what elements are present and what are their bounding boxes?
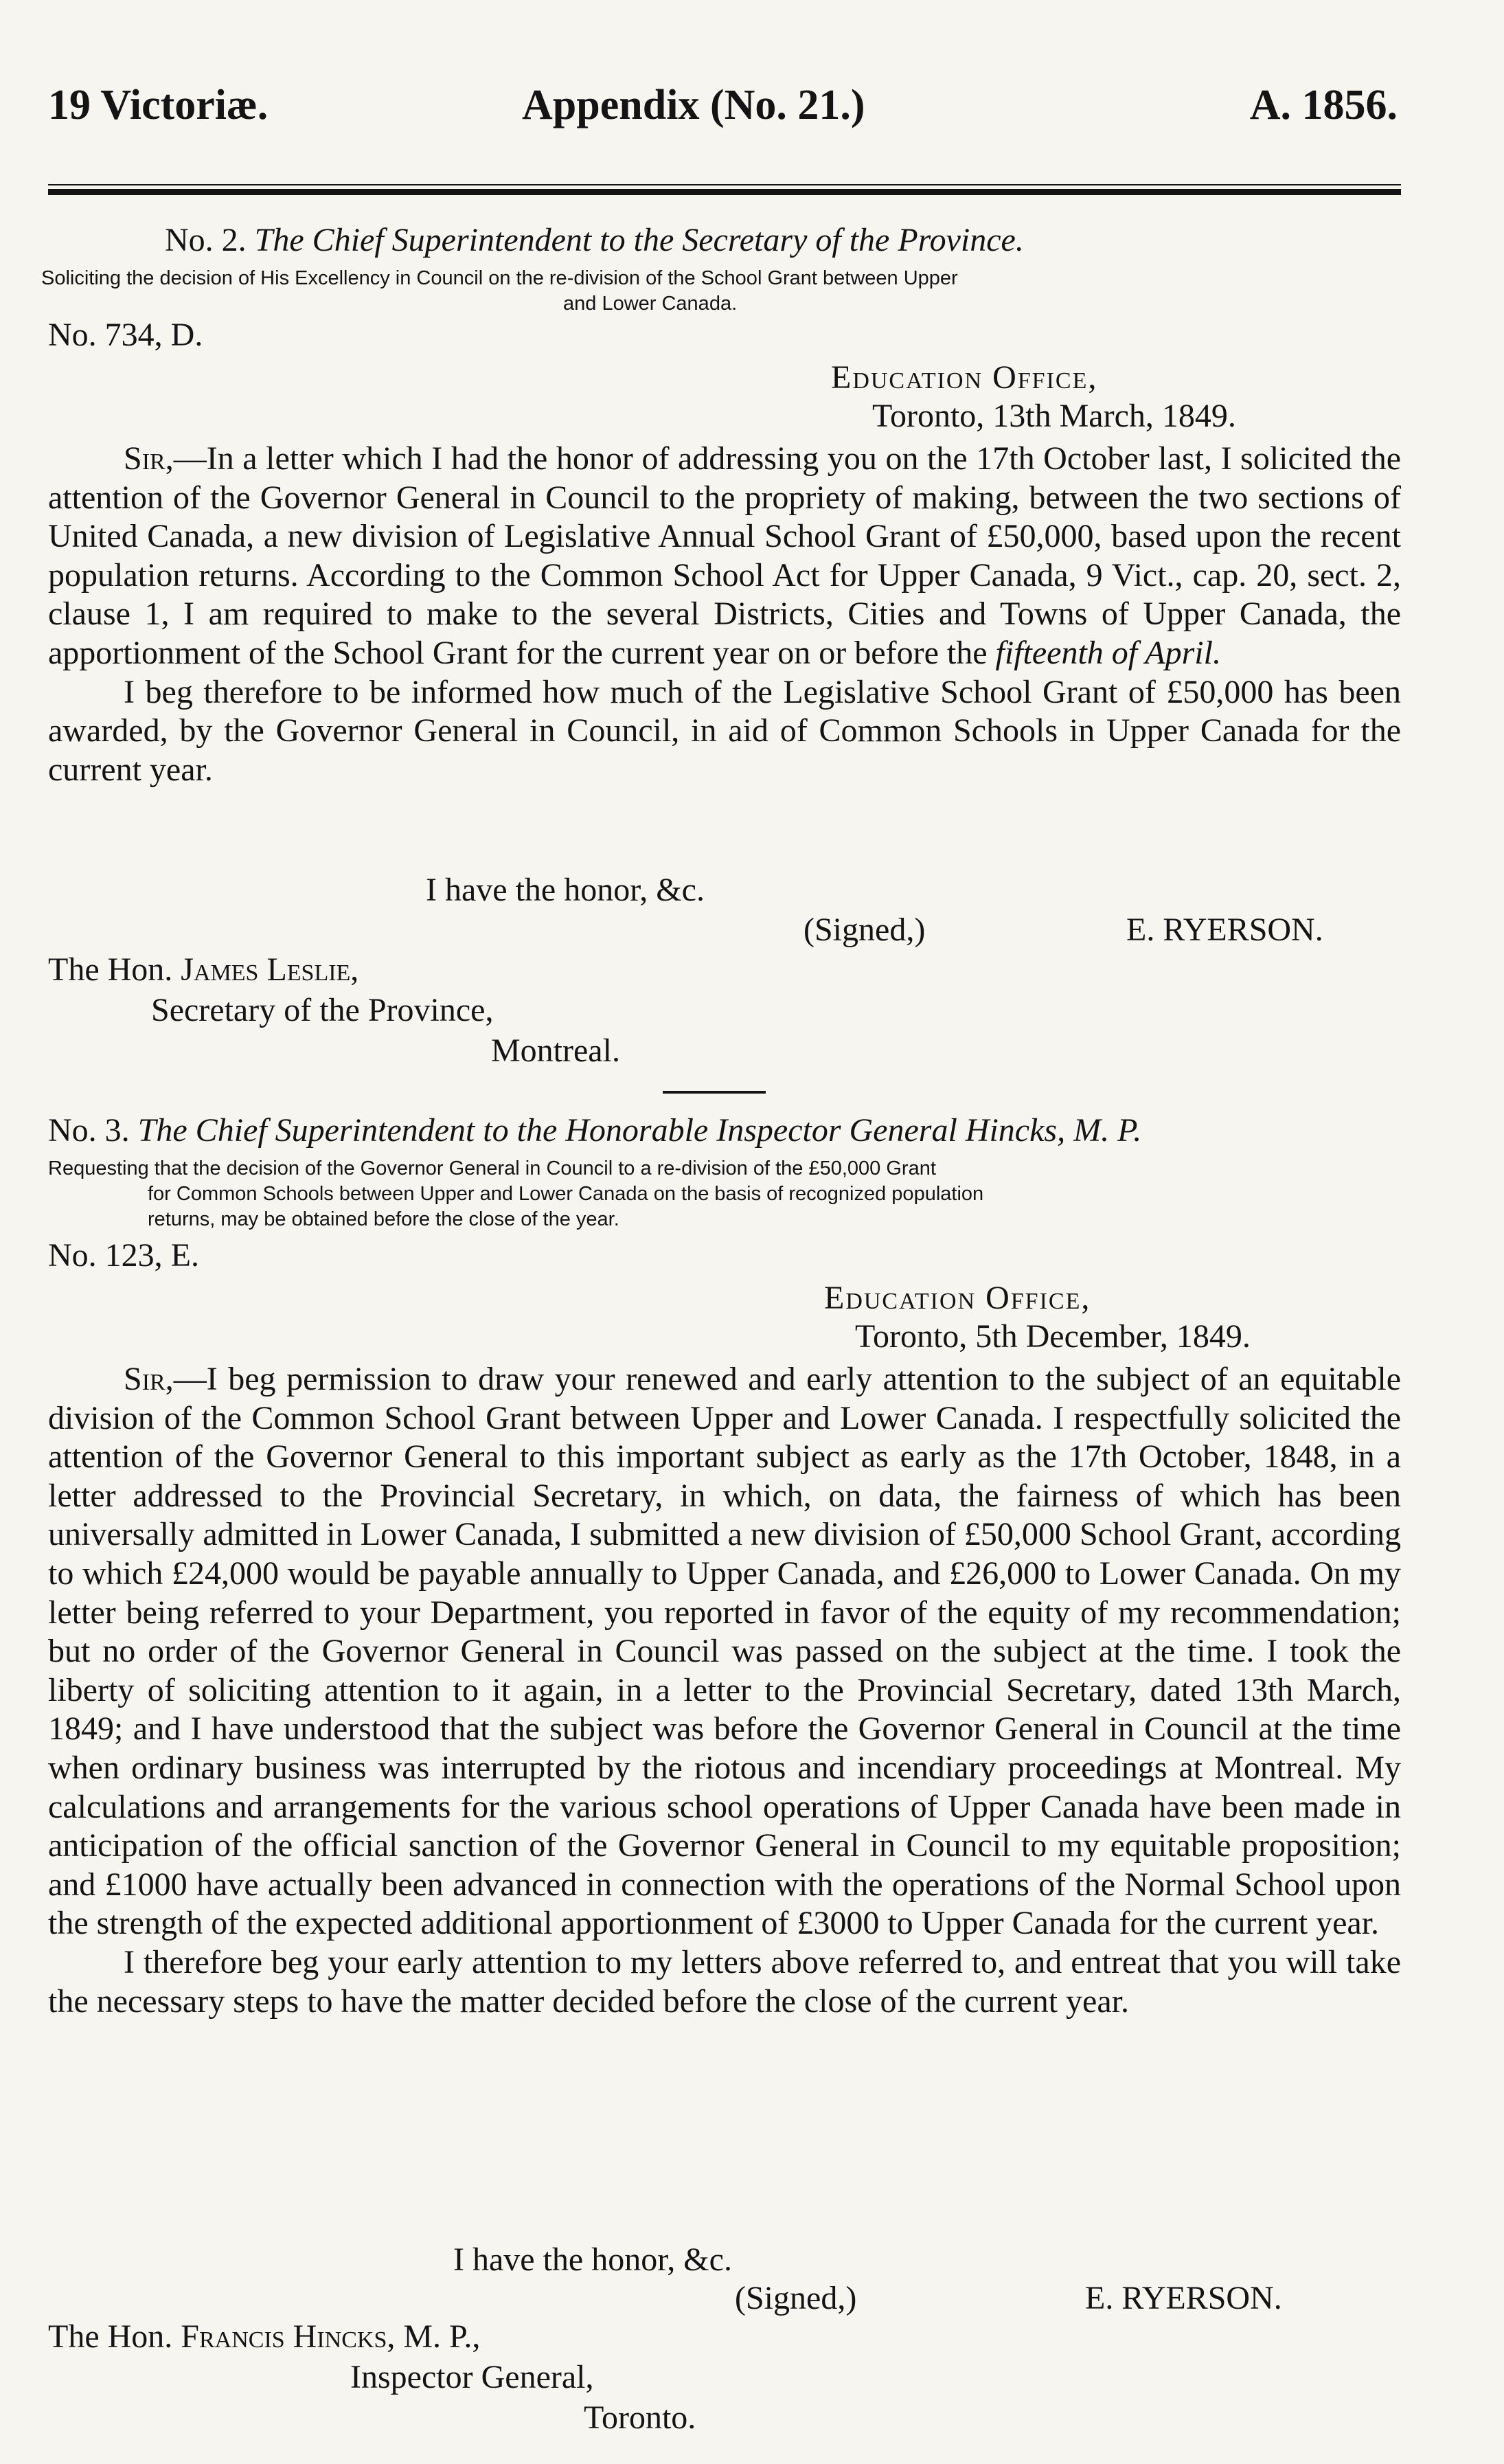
running-header	[41, 81, 1401, 143]
letter2-paragraph-2: I beg therefore to be informed how much of the Legislative School Grant of £50,000 has been awarded, by the Governor General in Council, in aid of Common Schools in Upper Canada for the current year.	[48, 673, 1401, 788]
letter2-office: Education Office,	[831, 359, 1098, 396]
letter3-summary-line1: Requesting that the decision of the Governor General in Council to a re-division of the £50,000 Grant	[48, 1157, 936, 1179]
letter2-addressee-name: James Leslie,	[181, 951, 359, 988]
letter2-addressee	[48, 949, 735, 1071]
letter3-salutation: Sir,	[124, 1361, 174, 1397]
letter2-signed: (Signed,)	[804, 912, 926, 948]
letter3-heading	[48, 1111, 1401, 1149]
letter2-paragraph-1	[48, 440, 1401, 673]
letter2-summary	[41, 266, 1401, 317]
letter2-date: Toronto, 13th March, 1849.	[872, 398, 1236, 434]
letter2-addressee-title: Secretary of the Province,	[151, 992, 494, 1028]
letter3-summary-line3: returns, may be obtained before the close of the year.	[148, 1208, 619, 1230]
letter2-addressee-prefix: The Hon.	[48, 951, 173, 988]
letter2-closing: I have the honor, &c.	[426, 872, 705, 908]
letter3-addressee-title: Inspector General,	[350, 2359, 594, 2395]
letter3-body	[48, 1360, 1401, 2021]
letter2-reference: No. 734, D.	[48, 317, 203, 353]
letter3-paragraph-2: I therefore beg your early attention to my letters above referred to, and entreat that you will take the necessary steps to have the matter decided before the close of the current year.	[48, 1943, 1401, 2020]
letter3-signature: E. RYERSON.	[1085, 2280, 1282, 2316]
header-appendix: Appendix (No. 21.)	[522, 82, 865, 128]
letter3-number: No. 3.	[48, 1112, 130, 1149]
letter3-closing: I have the honor, &c.	[453, 2241, 732, 2278]
letter2-place-date	[831, 359, 1401, 436]
header-rule-thin	[48, 184, 1401, 185]
letter2-addressee-city: Montreal.	[491, 1032, 620, 1069]
header-rule-thick	[48, 189, 1401, 195]
section-divider	[663, 1091, 766, 1094]
letter2-salutation: Sir,	[124, 440, 174, 477]
letter3-para1-text: —I beg permission to draw your renewed and early attention to the subject of an equitable division of the Common School Grant between Upper and Lower Canada. I respectfully solicited the attention of the Governor General to this important subject as early as the 17th October, 1848, in a letter addressed to the Provincial Secretary, in which, on data, the fairness of which has been universally admitted in Lower Canada, I submitted a new division of £50,000 School Grant, according to which £24,000 would be payable annually to Upper Canada, and £26,000 to Lower Canada. On my letter being referred to your Department, you reported in favor of the equity of my recommendation; but no order of the Governor General in Council was passed on the subject at the time. I took the liberty of soliciting attention to it again, in a letter to the Provincial Secretary, dated 13th March, 1849; and I have understood that the subject was before the Governor General in Council at the time when ordinary business was interrupted by the riotous and incendiary proceedings at Montreal. My calculations and arrangements for the various school operations of Upper Canada have been made in anticipation of the official sanction of the Governor General in Council to my equitable proposition; and £1000 have actually been advanced in connection with the operations of the Normal School upon the strength of the expected additional apportionment of £3000 to Upper Canada for the current year.	[48, 1361, 1401, 1942]
letter2-heading	[165, 221, 1401, 259]
letter3-office: Education Office,	[824, 1280, 1091, 1316]
letter3-addressee	[48, 2316, 872, 2438]
letter2-signature: E. RYERSON.	[1126, 912, 1323, 948]
letter3-date: Toronto, 5th December, 1849.	[855, 1318, 1251, 1355]
letter3-summary	[48, 1156, 1401, 1232]
header-session: 19 Victoriæ.	[48, 82, 269, 128]
letter3-signed: (Signed,)	[735, 2280, 857, 2316]
letter2-para1-text: —In a letter which I had the honor of addressing you on the 17th October last, I solicited the attention of the Governor General in Council to the propriety of making, between the two sections of United Canada, a new division of Legislative Annual School Grant of £50,000, based upon the recent population returns. According to the Common School Act for Upper Canada, 9 Vict., cap. 20, sect. 2, clause 1, I am required to make to the several Districts, Cities and Towns of Upper Canada, the apportionment of the School Grant for the current year on or before the	[48, 440, 1401, 671]
letter3-addressee-name: Francis Hincks, M. P.,	[181, 2318, 481, 2355]
letter3-summary-line2: for Common Schools between Upper and Lower Canada on the basis of recognized population	[148, 1183, 984, 1205]
letter3-paragraph-1	[48, 1360, 1401, 1943]
letter2-title: The Chief Superintendent to the Secretary of the Province.	[254, 222, 1024, 258]
letter3-reference: No. 123, E.	[48, 1237, 199, 1274]
letter3-addressee-city: Toronto.	[584, 2399, 696, 2436]
letter2-summary-line1: Soliciting the decision of His Excellency in Council on the re-division of the School Grant between Upper	[41, 267, 958, 289]
header-year: A. 1856.	[1249, 82, 1398, 128]
letter3-addressee-prefix: The Hon.	[48, 2318, 173, 2355]
letter3-title: The Chief Superintendent to the Honorable Inspector General Hincks, M. P.	[137, 1112, 1142, 1149]
letter2-number: No. 2.	[165, 222, 247, 258]
letter2-summary-line2: and Lower Canada.	[563, 293, 738, 315]
letter3-place-date	[824, 1279, 1401, 1356]
letter2-body	[48, 440, 1401, 789]
letter2-para1-italic: fifteenth of April.	[995, 634, 1221, 671]
